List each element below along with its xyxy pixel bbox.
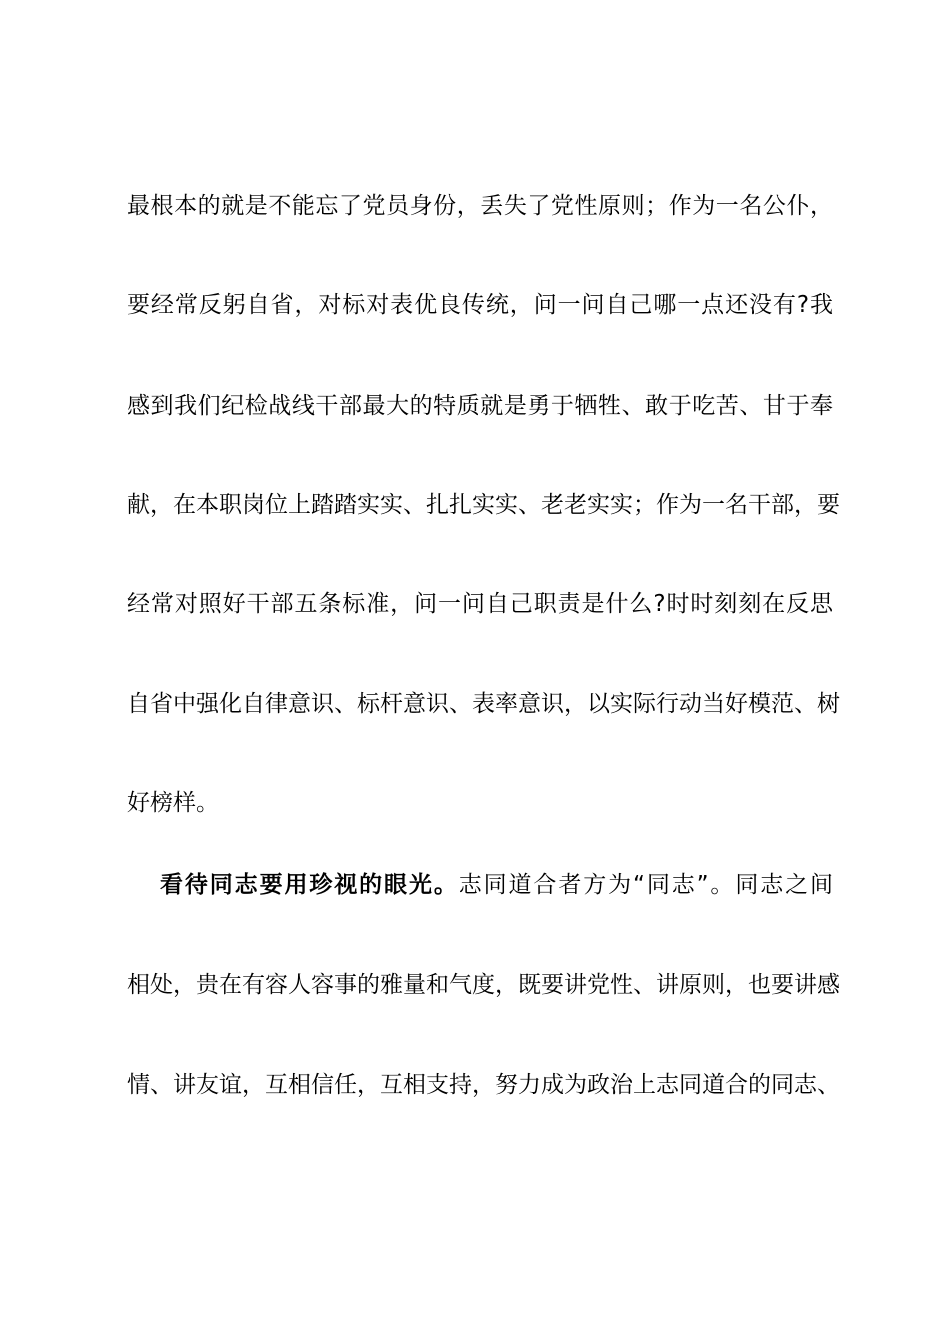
paragraph-line: 献，在本职岗位上踏踏实实、扎扎实实、老老实实；作为一名干部，要 xyxy=(127,492,840,518)
paragraph-line: 最根本的就是不能忘了党员身份，丢失了党性原则；作为一名公仆， xyxy=(127,193,833,219)
paragraph-line: 要经常反躬自省，对标对表优良传统，问一问自己哪一点还没有?我 xyxy=(127,292,833,318)
paragraph-text: 志同道合者方为“同志”。同志之间 xyxy=(458,872,834,898)
paragraph-heading: 看待同志要用珍视的眼光。 xyxy=(160,872,459,898)
paragraph-line: 好榜样。 xyxy=(127,790,219,816)
paragraph-line: 自省中强化自律意识、标杆意识、表率意识，以实际行动当好模范、树 xyxy=(127,691,840,717)
paragraph-line: 相处，贵在有容人容事的雅量和气度，既要讲党性、讲原则，也要讲感 xyxy=(127,972,840,998)
paragraph-line: 感到我们纪检战线干部最大的特质就是勇于牺牲、敢于吃苦、甘于奉 xyxy=(127,393,833,419)
paragraph-first-line xyxy=(160,865,833,905)
paragraph-line: 情、讲友谊，互相信任，互相支持，努力成为政治上志同道合的同志、 xyxy=(127,1072,840,1098)
paragraph-line: 经常对照好干部五条标准，问一问自己职责是什么?时时刻刻在反思 xyxy=(127,591,833,617)
